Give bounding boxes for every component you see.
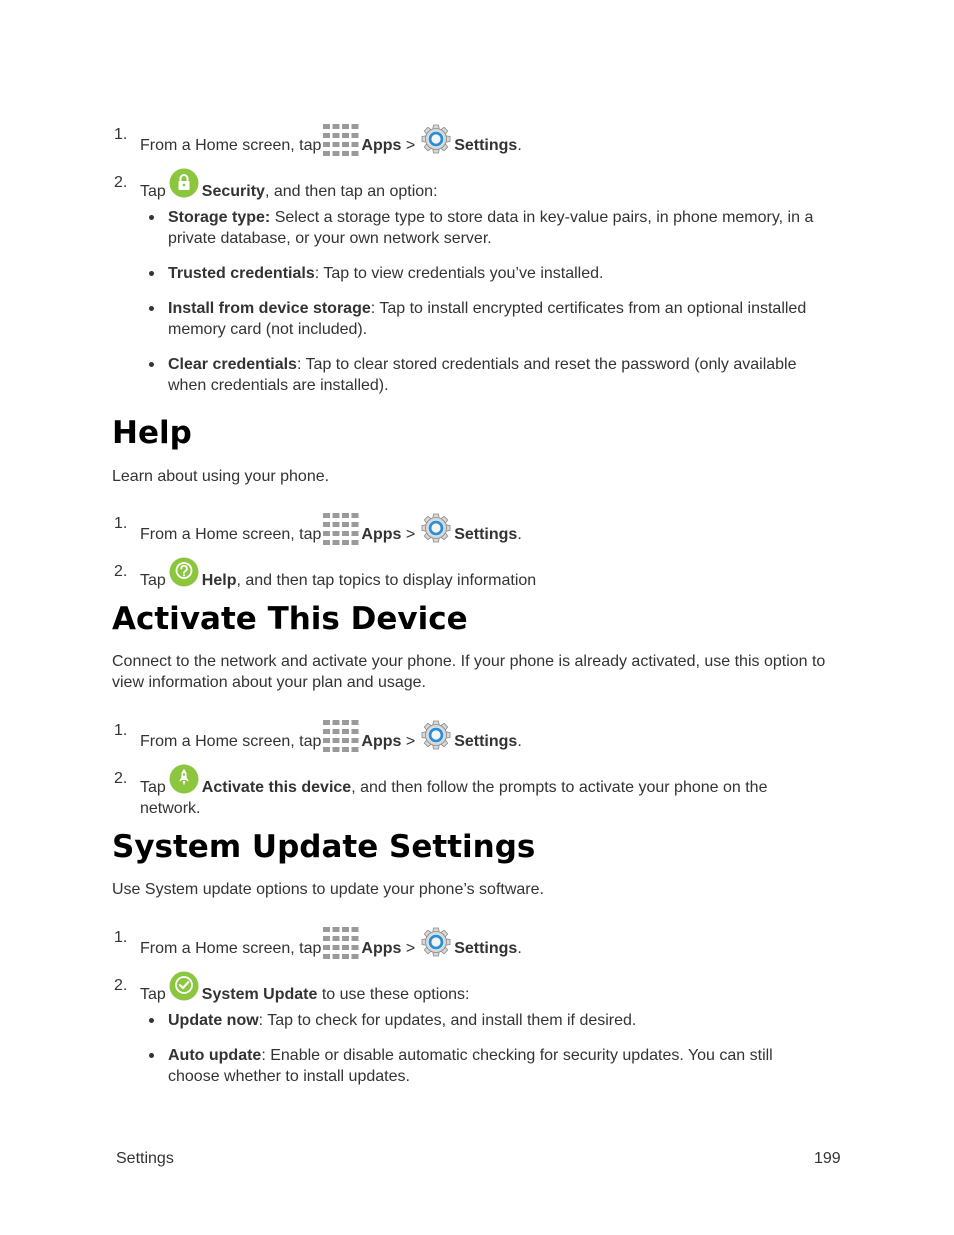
rocket-icon bbox=[169, 764, 199, 794]
bullet-text bbox=[168, 354, 838, 396]
settings-gear-icon bbox=[421, 513, 451, 543]
security-label: Security bbox=[201, 183, 265, 200]
tap-word: Tap bbox=[140, 183, 166, 200]
settings-label: Settings bbox=[454, 940, 518, 957]
period: . bbox=[517, 137, 522, 154]
step-instruction: , and then follow the prompts to activate your phone on the network. bbox=[140, 779, 768, 817]
step-number: 2. bbox=[114, 563, 128, 580]
system-update-heading: System Update Settings bbox=[112, 829, 536, 865]
system-update-intro: Use System update options to update your phone’s software. bbox=[112, 881, 544, 898]
apps-label: Apps bbox=[361, 526, 402, 543]
bullet-text bbox=[168, 298, 838, 340]
period: . bbox=[517, 526, 522, 543]
step-instruction: , and then tap an option: bbox=[264, 183, 438, 200]
settings-label: Settings bbox=[454, 137, 518, 154]
step-number: 2. bbox=[114, 174, 128, 191]
step-instruction: , and then tap topics to display information bbox=[236, 572, 537, 589]
step-number: 2. bbox=[114, 977, 128, 994]
settings-label: Settings bbox=[454, 733, 518, 750]
step-instruction: From a Home screen, tap bbox=[140, 526, 322, 543]
activate-heading: Activate This Device bbox=[112, 601, 468, 637]
step-instruction: From a Home screen, tap bbox=[140, 137, 322, 154]
step-number: 1. bbox=[114, 515, 128, 532]
bullet-description: : Enable or disable automatic checking for security updates. You can still choose whether to install updates. bbox=[168, 1047, 773, 1085]
step-text bbox=[140, 975, 830, 1005]
step-number: 1. bbox=[114, 722, 128, 739]
apps-label: Apps bbox=[361, 733, 402, 750]
lock-icon bbox=[169, 168, 199, 198]
bullet-term: Storage type: bbox=[168, 209, 271, 226]
separator: > bbox=[405, 526, 416, 543]
step-text bbox=[140, 124, 830, 156]
step-text bbox=[140, 561, 830, 591]
bullet-description: : Tap to check for updates, and install them if desired. bbox=[258, 1012, 637, 1029]
bullet-dot bbox=[149, 271, 154, 276]
step-text bbox=[140, 768, 810, 819]
bullet-description: : Tap to install encrypted certificates from an optional installed memory card (not included). bbox=[168, 300, 807, 338]
question-icon bbox=[169, 557, 199, 587]
bullet-dot bbox=[149, 215, 154, 220]
footer-page-number: 199 bbox=[814, 1150, 841, 1167]
step-text bbox=[140, 720, 830, 752]
step-number: 2. bbox=[114, 770, 128, 787]
footer-section-name: Settings bbox=[116, 1150, 174, 1167]
step-text bbox=[140, 172, 830, 202]
separator: > bbox=[405, 940, 416, 957]
separator: > bbox=[405, 137, 416, 154]
step-instruction: to use these options: bbox=[317, 986, 470, 1003]
help-heading: Help bbox=[112, 415, 192, 451]
bullet-dot bbox=[149, 1053, 154, 1058]
bullet-dot bbox=[149, 362, 154, 367]
bullet-text bbox=[168, 207, 838, 249]
bullet-term: Clear credentials bbox=[168, 356, 297, 373]
bullet-description: : Tap to view credentials you’ve installed. bbox=[314, 265, 604, 282]
system-update-label: System Update bbox=[201, 986, 318, 1003]
help-label: Help bbox=[201, 572, 237, 589]
apps-label: Apps bbox=[361, 940, 402, 957]
bullet-term: Auto update bbox=[168, 1047, 262, 1064]
period: . bbox=[517, 940, 522, 957]
help-intro: Learn about using your phone. bbox=[112, 468, 330, 485]
bullet-text bbox=[168, 263, 838, 284]
apps-grid-icon bbox=[323, 513, 359, 545]
checkmark-icon bbox=[169, 971, 199, 1001]
apps-grid-icon bbox=[323, 927, 359, 959]
bullet-text bbox=[168, 1045, 808, 1087]
step-text bbox=[140, 513, 830, 545]
settings-gear-icon bbox=[421, 124, 451, 154]
bullet-term: Update now bbox=[168, 1012, 259, 1029]
tap-word: Tap bbox=[140, 986, 166, 1003]
activate-device-label: Activate this device bbox=[201, 779, 352, 796]
settings-gear-icon bbox=[421, 720, 451, 750]
tap-word: Tap bbox=[140, 779, 166, 796]
step-instruction: From a Home screen, tap bbox=[140, 733, 322, 750]
step-text bbox=[140, 927, 830, 959]
separator: > bbox=[405, 733, 416, 750]
tap-word: Tap bbox=[140, 572, 166, 589]
bullet-text bbox=[168, 1010, 838, 1031]
bullet-description: : Tap to clear stored credentials and reset the password (only available when credentials are installed). bbox=[168, 356, 797, 394]
bullet-term: Install from device storage bbox=[168, 300, 371, 317]
activate-intro: Connect to the network and activate your phone. If your phone is already activated, use this option to view information about your plan and usage. bbox=[112, 653, 826, 691]
apps-grid-icon bbox=[323, 124, 359, 156]
apps-label: Apps bbox=[361, 137, 402, 154]
apps-grid-icon bbox=[323, 720, 359, 752]
step-instruction: From a Home screen, tap bbox=[140, 940, 322, 957]
bullet-dot bbox=[149, 1018, 154, 1023]
step-number: 1. bbox=[114, 929, 128, 946]
bullet-description: Select a storage type to store data in key-value pairs, in phone memory, in a private database, or your own network server. bbox=[168, 209, 814, 247]
settings-gear-icon bbox=[421, 927, 451, 957]
bullet-dot bbox=[149, 306, 154, 311]
bullet-term: Trusted credentials bbox=[168, 265, 315, 282]
step-number: 1. bbox=[114, 126, 128, 143]
period: . bbox=[517, 733, 522, 750]
settings-label: Settings bbox=[454, 526, 518, 543]
